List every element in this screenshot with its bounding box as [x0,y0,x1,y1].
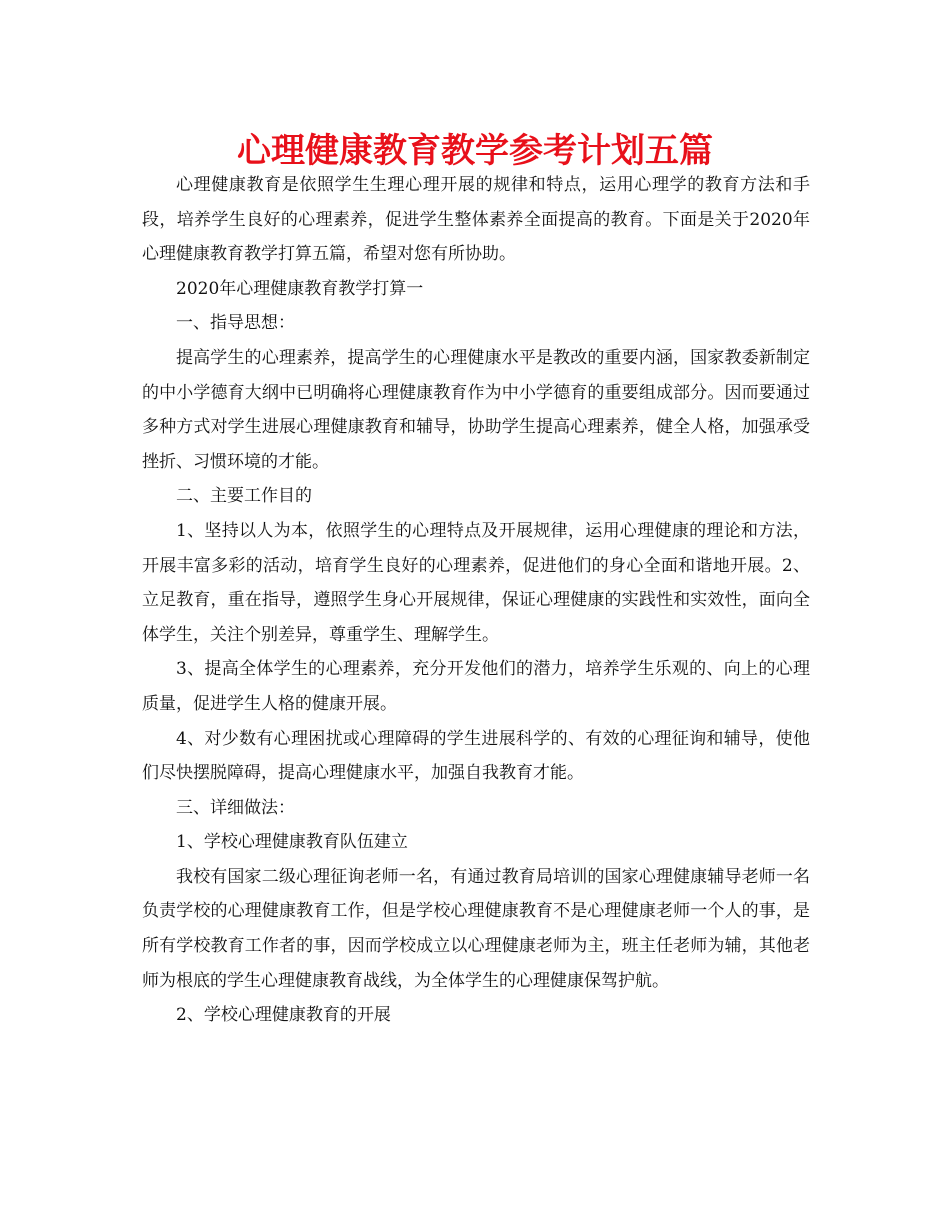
document-body [142,168,810,1033]
paragraph: 1、坚持以人为本，依照学生的心理特点及开展规律，运用心理健康的理论和方法，开展丰富多彩的活动，培育学生良好的心理素养，促进他们的身心全面和谐地开展。2、立足教育，重在指导，遵照学生身心开展规律，保证心理健康的实践性和实效性，面向全体学生，关注个别差异，尊重学生、理解学生。 [142,520,810,645]
paragraph: 2020年心理健康教育教学打算一 [176,278,424,299]
document-title: 心理健康教育教学参考计划五篇 [237,131,713,171]
subsection-heading: 2、学校心理健康教育的开展 [176,1005,391,1026]
paragraph: 心理健康教育是依照学生生理心理开展的规律和特点，运用心理学的教育方法和手段，培养学生良好的心理素养，促进学生整体素养全面提高的教育。下面是关于2020年心理健康教育教学打算五篇，希望对您有所协助。 [142,175,810,265]
paragraph: 我校有国家二级心理征询老师一名，有通过教育局培训的国家心理健康辅导老师一名负责学校的心理健康教育工作，但是学校心理健康教育不是心理健康老师一个人的事，是所有学校教育工作者的事，因而学校成立以心理健康老师为主，班主任老师为辅，其他老师为根底的学生心理健康教育战线，为全体学生的心理健康保驾护航。 [142,866,810,991]
paragraph: 提高学生的心理素养，提高学生的心理健康水平是教改的重要内涵，国家教委新制定的中小学德育大纲中已明确将心理健康教育作为中小学德育的重要组成部分。因而要通过多种方式对学生进展心理健康教育和辅导，协助学生提高心理素养，健全人格，加强承受挫折、习惯环境的才能。 [142,347,810,472]
section-heading: 二、主要工作目的 [176,486,312,507]
section-heading: 一、指导思想： [176,313,295,334]
section-heading: 三、详细做法： [176,797,295,818]
paragraph: 3、提高全体学生的心理素养，充分开发他们的潜力，培养学生乐观的、向上的心理质量，促进学生人格的健康开展。 [142,659,810,714]
subsection-heading: 1、学校心理健康教育队伍建立 [176,832,408,853]
paragraph: 4、对少数有心理困扰或心理障碍的学生进展科学的、有效的心理征询和辅导，使他们尽快摆脱障碍，提高心理健康水平，加强自我教育才能。 [142,728,810,784]
